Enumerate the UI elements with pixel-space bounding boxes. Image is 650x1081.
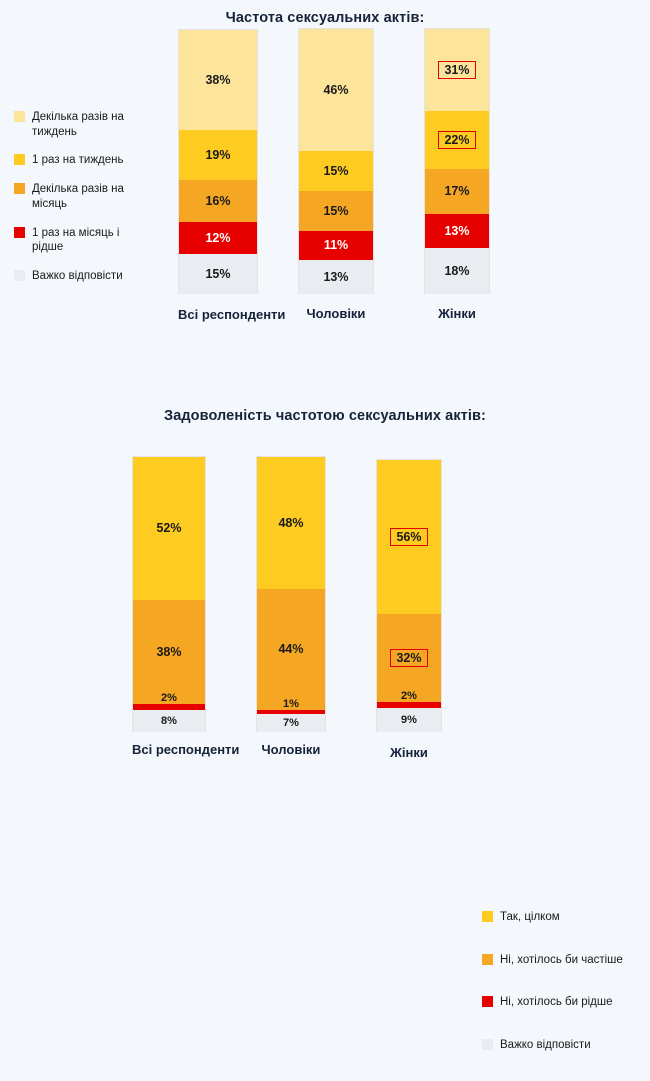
legend-item xyxy=(482,995,650,1010)
segment-once-month-or-less: 11% xyxy=(299,231,373,260)
segment-hard-to-answer: 7% xyxy=(257,714,325,732)
segment-several-times-month: 15% xyxy=(299,191,373,231)
bar-group-men xyxy=(256,456,326,757)
group-label-all-respondents: Всі респонденти xyxy=(178,307,286,322)
segment-no-more-often: 38% xyxy=(133,600,205,704)
bar-group-all-respondents xyxy=(178,29,286,322)
segment-hard-to-answer: 18% xyxy=(425,248,489,294)
legend-swatch-yes-fully xyxy=(482,911,493,922)
segment-several-times-week: 31% xyxy=(425,29,489,111)
segment-no-less-often: 2% xyxy=(133,704,205,710)
segment-no-less-often: 2% xyxy=(377,702,441,708)
segment-hard-to-answer: 13% xyxy=(299,260,373,294)
chart2-legend xyxy=(482,910,650,1081)
stacked-bar xyxy=(298,28,374,294)
legend-item xyxy=(482,910,650,925)
chart-frequency-of-sexual-acts xyxy=(0,0,650,390)
legend-label: 1 раз на місяць і рідше xyxy=(32,226,120,254)
segment-no-less-often: 1% xyxy=(257,710,325,714)
segment-once-month-or-less: 12% xyxy=(179,222,257,254)
legend-swatch-no-more-often xyxy=(482,954,493,965)
segment-hard-to-answer: 15% xyxy=(179,254,257,294)
segment-once-week: 22% xyxy=(425,111,489,169)
legend-label: Ні, хотілось би рідше xyxy=(500,996,613,1009)
bar-group-women xyxy=(424,28,490,321)
group-label-men: Чоловіки xyxy=(261,742,321,757)
segment-yes-fully: 56% xyxy=(377,460,441,614)
segment-several-times-month: 17% xyxy=(425,169,489,214)
bar-group-men xyxy=(298,28,374,321)
chart-satisfaction-with-frequency xyxy=(0,390,650,1052)
chart1-title: Частота сексуальних актів: xyxy=(225,10,425,26)
stacked-bar xyxy=(256,456,326,732)
legend-swatch-no-less-often xyxy=(482,996,493,1007)
legend-label: Декілька разів на місяць xyxy=(32,183,124,210)
legend-label: 1 раз на тиждень xyxy=(32,154,124,167)
legend-label: Ні, хотілось би частіше xyxy=(500,953,623,966)
legend-label: Декілька разів на тиждень xyxy=(32,111,124,138)
segment-once-week: 19% xyxy=(179,130,257,180)
segment-no-more-often: 44% xyxy=(257,589,325,710)
segment-hard-to-answer: 9% xyxy=(377,708,441,732)
segment-several-times-week: 46% xyxy=(299,29,373,151)
stacked-bar xyxy=(178,29,258,294)
segment-once-week: 15% xyxy=(299,151,373,191)
chart2-title: Задоволеність частотою сексуальних актів: xyxy=(164,408,486,424)
group-label-all-respondents: Всі респонденти xyxy=(132,742,240,757)
legend-item xyxy=(482,953,650,968)
group-label-women: Жінки xyxy=(438,306,476,321)
segment-no-more-often: 32% xyxy=(377,614,441,702)
group-label-men: Чоловіки xyxy=(306,306,366,321)
segment-several-times-week: 38% xyxy=(179,30,257,130)
legend-label: Важко відповісти xyxy=(32,270,123,283)
legend-swatch-hard-to-answer xyxy=(482,1039,493,1050)
bar-group-all-respondents xyxy=(132,456,240,757)
legend-label: Важко відповісти xyxy=(500,1039,591,1052)
segment-yes-fully: 48% xyxy=(257,457,325,589)
group-label-women: Жінки xyxy=(390,745,428,760)
stacked-bar xyxy=(424,28,490,294)
segment-hard-to-answer: 8% xyxy=(133,710,205,732)
stacked-bar xyxy=(376,459,442,732)
legend-label: Так, цілком xyxy=(500,911,560,923)
stacked-bar xyxy=(132,456,206,732)
legend-item xyxy=(482,1038,650,1053)
bar-group-women xyxy=(376,459,442,760)
segment-yes-fully: 52% xyxy=(133,457,205,600)
segment-several-times-month: 16% xyxy=(179,180,257,222)
segment-once-month-or-less: 13% xyxy=(425,214,489,248)
